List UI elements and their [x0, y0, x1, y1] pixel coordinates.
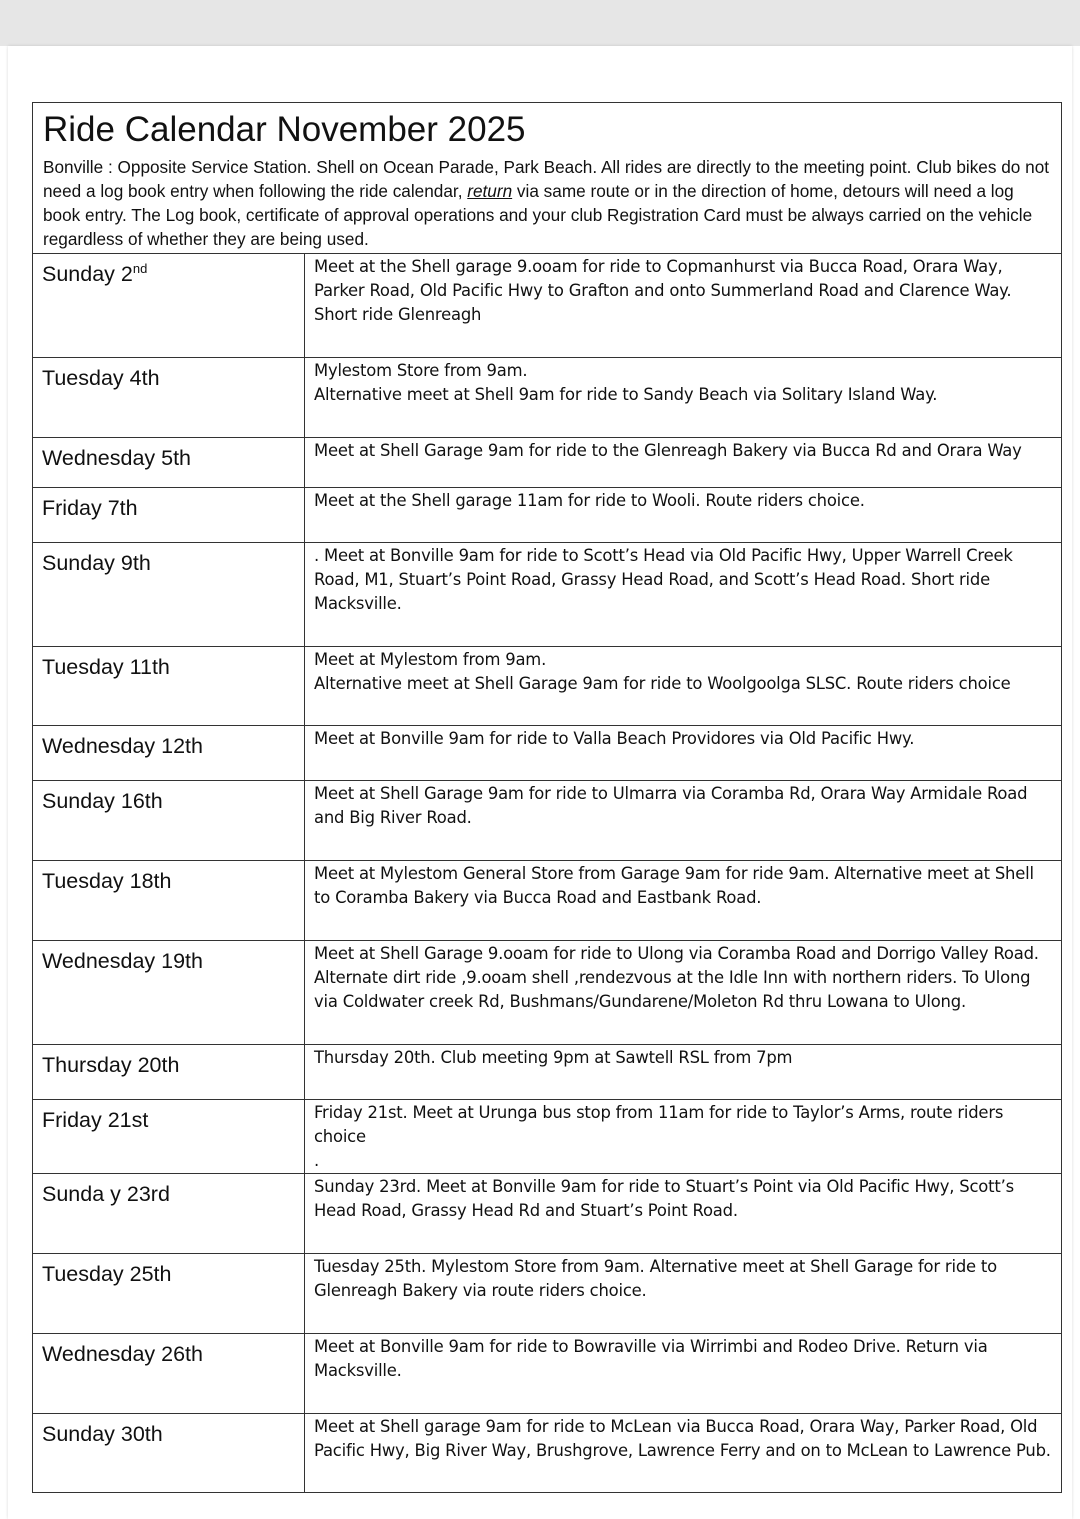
ride-row	[33, 487, 1061, 542]
ride-day-label: Wednesday 19th	[42, 948, 203, 973]
ride-day-label: Tuesday 4th	[42, 365, 160, 390]
ride-day-label: Sunday 30th	[42, 1421, 163, 1446]
ride-description: Meet at Shell garage 9am for ride to McLean via Bucca Road, Orara Way, Parker Road, Old Pacific Hwy, Big River Way, Brushgrove, Lawrence Ferry and on to McLean to Lawrence Pub.	[305, 1413, 1062, 1492]
ride-day	[33, 646, 305, 725]
ride-description: Meet at Bonville 9am for ride to Bowraville via Wirrimbi and Rodeo Drive. Return via Macksville.	[305, 1333, 1062, 1413]
ride-description: Meet at Shell Garage 9.ooam for ride to Ulong via Coramba Road and Dorrigo Valley Road. Alternate dirt ride ,9.ooam shell ,rendezvous at the Idle Inn with northern riders. To Ulong via Coldwater creek Rd, Bushmans/Gundarene/Moleton Rd thru Lowana to Ulong.	[305, 940, 1062, 1044]
ride-description: Meet at Mylestom General Store from Garage 9am for ride 9am. Alternative meet at Shell to Coramba Bakery via Bucca Road and Eastbank Road.	[305, 860, 1062, 940]
ride-row	[33, 940, 1061, 1044]
ride-day	[33, 860, 305, 940]
ride-day-label: Sunday 9th	[42, 550, 151, 575]
ride-day	[33, 437, 305, 487]
calendar-header	[33, 103, 1061, 254]
ride-day-label: Tuesday 25th	[42, 1261, 172, 1286]
ride-description: Thursday 20th. Club meeting 9pm at Sawtell RSL from 7pm	[305, 1044, 1062, 1099]
ride-day	[33, 1333, 305, 1413]
ride-description: . Meet at Bonville 9am for ride to Scott’s Head via Old Pacific Hwy, Upper Warrell Creek Road, M1, Stuart’s Point Road, Grassy Head Road, and Scott’s Head Road. Short ride Macksville.	[305, 542, 1062, 646]
ride-day	[33, 1099, 305, 1173]
page-title: Ride Calendar November 2025	[43, 110, 526, 149]
ride-day-label: Tuesday 18th	[42, 868, 172, 893]
ride-row	[33, 1253, 1061, 1333]
ride-day	[33, 542, 305, 646]
viewer-top-bar	[0, 0, 1080, 46]
ride-day	[33, 254, 305, 357]
ride-day	[33, 780, 305, 860]
ride-description: Meet at Bonville 9am for ride to Valla Beach Providores via Old Pacific Hwy.	[305, 725, 1062, 780]
ride-description: Mylestom Store from 9am. Alternative meet at Shell 9am for ride to Sandy Beach via Solitary Island Way.	[305, 357, 1062, 437]
ride-day	[33, 1044, 305, 1099]
ride-day	[33, 1413, 305, 1492]
intro-text-after: via same route or in the direction of home, detours will need a log book entry. The Log book, certificate of approval operations and your club Registration Card must be always carried on the vehicle regardless of whether they are being used.	[43, 181, 1033, 249]
ride-day-label: Thursday 20th	[42, 1052, 180, 1077]
ride-day-label: Sunday 2	[42, 262, 133, 286]
ride-day-label: Wednesday 5th	[42, 445, 192, 470]
ride-day-label: Wednesday 12th	[42, 733, 203, 758]
ride-description: Friday 21st. Meet at Urunga bus stop from 11am for ride to Taylor’s Arms, route riders choice .	[305, 1099, 1062, 1173]
ride-day	[33, 725, 305, 780]
ride-row	[33, 542, 1061, 646]
ride-description: Tuesday 25th. Mylestom Store from 9am. Alternative meet at Shell Garage for ride to Glenreagh Bakery via route riders choice.	[305, 1253, 1062, 1333]
ride-day-suffix: nd	[132, 260, 148, 276]
ride-row	[33, 357, 1061, 437]
ride-row	[33, 437, 1061, 487]
ride-description: Meet at Shell Garage 9am for ride to the Glenreagh Bakery via Bucca Rd and Orara Way	[305, 437, 1062, 487]
ride-calendar-frame	[32, 102, 1062, 1493]
ride-day	[33, 1253, 305, 1333]
intro-text-before: Bonville : Opposite Service Station. Shell on Ocean Parade, Park Beach. All rides are directly to the meeting point. Club bikes do not need a log book entry when following the ride calendar,	[43, 157, 1050, 201]
ride-day	[33, 487, 305, 542]
ride-day-label: Friday 21st	[42, 1107, 149, 1132]
ride-day-label: Tuesday 11th	[42, 654, 170, 679]
intro-paragraph	[43, 155, 1051, 251]
ride-day	[33, 1173, 305, 1253]
ride-day	[33, 940, 305, 1044]
ride-row	[33, 860, 1061, 940]
ride-row	[33, 646, 1061, 725]
ride-day-label: Friday 7th	[42, 495, 138, 520]
ride-day-label: Wednesday 26th	[42, 1341, 203, 1366]
ride-row	[33, 1099, 1061, 1173]
ride-description: Sunday 23rd. Meet at Bonville 9am for ride to Stuart’s Point via Old Pacific Hwy, Scott’s Head Road, Grassy Head Rd and Stuart’s Point Road.	[305, 1173, 1062, 1253]
ride-day	[33, 357, 305, 437]
intro-underlined-word: return	[467, 181, 513, 201]
ride-row	[33, 1173, 1061, 1253]
ride-description: Meet at the Shell garage 11am for ride to Wooli. Route riders choice.	[305, 487, 1062, 542]
ride-description: Meet at Mylestom from 9am. Alternative meet at Shell Garage 9am for ride to Woolgoolga SLSC. Route riders choice	[305, 646, 1062, 725]
ride-row	[33, 1413, 1061, 1492]
ride-description: Meet at the Shell garage 9.ooam for ride to Copmanhurst via Bucca Road, Orara Way, Parker Road, Old Pacific Hwy to Grafton and onto Summerland Road and Clarence Way. Short ride Glenreagh	[314, 257, 1012, 324]
ride-row	[33, 1333, 1061, 1413]
ride-row	[33, 780, 1061, 860]
ride-schedule-table	[33, 254, 1061, 1492]
ride-row	[33, 1044, 1061, 1099]
ride-description: Meet at Shell Garage 9am for ride to Ulmarra via Coramba Rd, Orara Way Armidale Road and Big River Road.	[305, 780, 1062, 860]
ride-row	[33, 254, 1061, 357]
ride-day-label: Sunda y 23rd	[42, 1181, 170, 1206]
ride-day-label: Sunday 16th	[42, 788, 163, 813]
ride-row	[33, 725, 1061, 780]
